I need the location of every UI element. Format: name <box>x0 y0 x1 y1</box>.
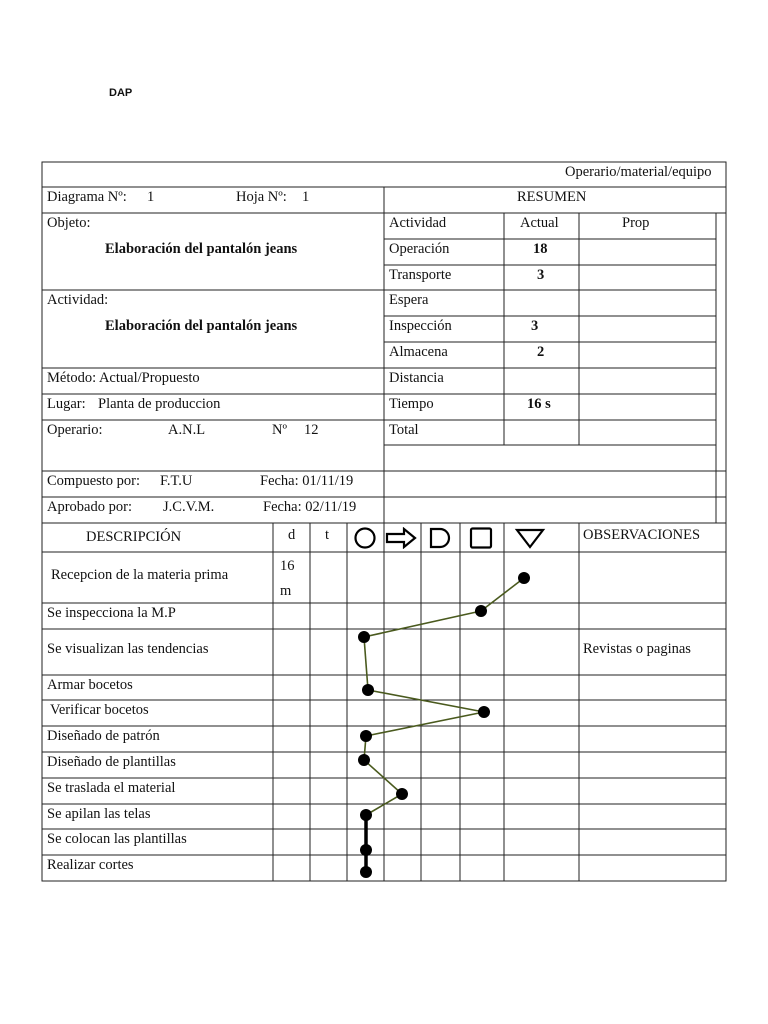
flow-connector <box>481 578 524 611</box>
summary-row-label: Distancia <box>389 370 444 386</box>
operario-label: Operario: <box>47 422 103 438</box>
summary-row-label: Operación <box>389 241 450 257</box>
flow-step-marker <box>396 788 408 800</box>
summary-row-label: Transporte <box>389 267 452 283</box>
summary-row-label: Almacena <box>389 344 448 360</box>
process-row-desc: Se colocan las plantillas <box>47 831 187 847</box>
flow-connector <box>364 611 481 637</box>
hoja-value: 1 <box>302 189 310 205</box>
process-row-distance: 16 m <box>280 558 295 599</box>
summary-row-label: Inspección <box>389 318 452 334</box>
numero-label: Nº <box>272 422 287 438</box>
aprobado-value: J.C.V.M. <box>163 499 215 515</box>
process-row-observation: Revistas o paginas <box>583 641 691 657</box>
operario-material-equipo-label: Operario/material/equipo <box>565 164 712 180</box>
flow-connector <box>366 712 484 736</box>
flow-step-marker <box>360 844 372 856</box>
document-title: DAP <box>109 87 133 99</box>
diagrama-label: Diagrama Nº: <box>47 189 127 205</box>
process-row-desc: Realizar cortes <box>47 857 134 873</box>
summary-row-actual: 16 s <box>527 396 551 412</box>
summary-col-prop: Prop <box>622 215 650 231</box>
flow-step-marker <box>518 572 530 584</box>
flow-step-marker <box>478 706 490 718</box>
summary-row-actual: 3 <box>537 267 545 283</box>
process-row-desc: Verificar bocetos <box>50 702 149 718</box>
compuesto-value: F.T.U <box>160 473 193 489</box>
process-row-desc: Se apilan las telas <box>47 806 151 822</box>
process-row-desc: Se visualizan las tendencias <box>47 641 209 657</box>
summary-col-actividad: Actividad <box>389 215 447 231</box>
flow-connector <box>364 760 402 794</box>
actividad-value: Elaboración del pantalón jeans <box>105 318 298 334</box>
process-row-desc: Diseñado de patrón <box>47 728 160 744</box>
summary-row-actual: 2 <box>537 344 545 360</box>
hoja-label: Hoja Nº: <box>236 189 287 205</box>
col-t: t <box>325 527 330 543</box>
flow-step-marker <box>358 631 370 643</box>
numero-value: 12 <box>304 422 319 438</box>
flow-connector <box>368 690 484 712</box>
flow-step-marker <box>475 605 487 617</box>
flow-step-marker <box>360 730 372 742</box>
diagrama-value: 1 <box>147 189 155 205</box>
lugar-value: Planta de produccion <box>98 396 221 412</box>
flow-connector <box>364 637 368 690</box>
objeto-label: Objeto: <box>47 215 91 231</box>
fecha-aprobado: Fecha: 02/11/19 <box>263 499 357 515</box>
fecha-compuesto: Fecha: 01/11/19 <box>260 473 354 489</box>
flow-step-marker <box>360 866 372 878</box>
flow-step-marker <box>360 809 372 821</box>
compuesto-label: Compuesto por: <box>47 473 141 489</box>
flow-step-marker <box>362 684 374 696</box>
resumen-heading: RESUMEN <box>517 189 587 205</box>
objeto-value: Elaboración del pantalón jeans <box>105 241 298 257</box>
process-row-desc: Diseñado de plantillas <box>47 754 176 770</box>
col-descripcion: DESCRIPCIÓN <box>86 529 182 545</box>
summary-row-actual: 18 <box>533 241 548 257</box>
process-row-desc: Se inspecciona la M.P <box>47 605 176 621</box>
col-d: d <box>288 527 296 543</box>
actividad-label: Actividad: <box>47 292 109 308</box>
process-row-desc: Armar bocetos <box>47 677 133 693</box>
summary-row-label: Tiempo <box>389 396 434 412</box>
summary-row-label: Total <box>389 422 419 438</box>
summary-row-label: Espera <box>389 292 429 308</box>
summary-row-actual: 3 <box>531 318 539 334</box>
aprobado-label: Aprobado por: <box>47 499 132 515</box>
operario-value: A.N.L <box>168 422 206 438</box>
col-observaciones: OBSERVACIONES <box>583 527 701 543</box>
flow-connector <box>366 794 402 815</box>
process-row-desc: Recepcion de la materia prima <box>51 567 229 583</box>
summary-col-actual: Actual <box>520 215 559 231</box>
process-row-desc: Se traslada el material <box>47 780 176 796</box>
flow-step-marker <box>358 754 370 766</box>
metodo-label: Método: Actual/Propuesto <box>47 370 200 386</box>
lugar-label: Lugar: <box>47 396 86 412</box>
